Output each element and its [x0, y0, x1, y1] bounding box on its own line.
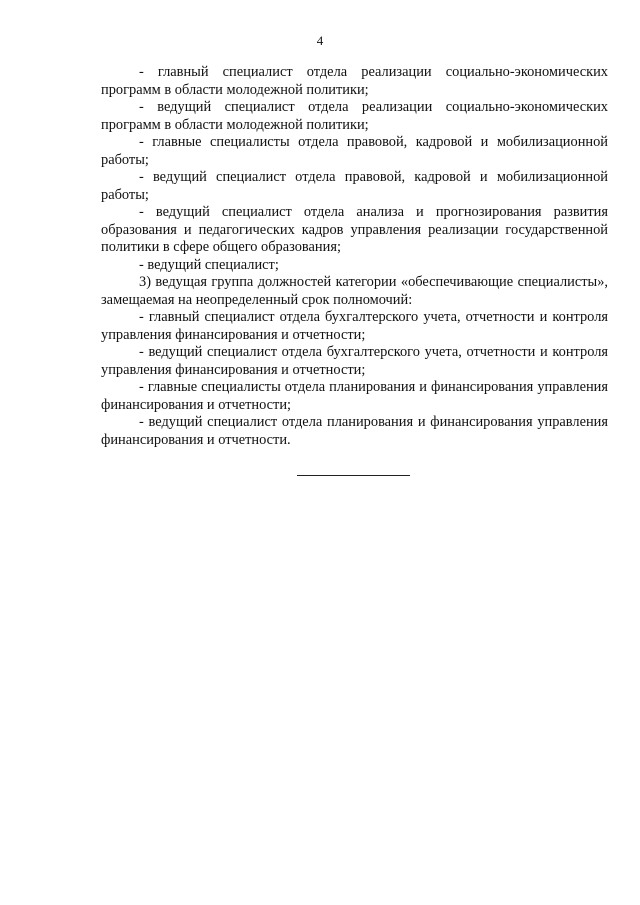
page-number: 4	[316, 33, 324, 48]
list-item: - главный специалист отдела реализации социально-экономических программ в области молодежной политики;	[101, 64, 608, 98]
list-item: - главные специалисты отдела правовой, кадровой и мобилизационной работы;	[101, 134, 608, 168]
list-item: - главные специалисты отдела планирования и финансирования управления финансирования и отчетности;	[101, 379, 608, 413]
document-body	[101, 64, 608, 449]
end-separator-line	[297, 475, 410, 476]
list-item: - ведущий специалист отдела правовой, кадровой и мобилизационной работы;	[101, 169, 608, 203]
list-item: - ведущий специалист;	[139, 256, 279, 273]
list-item: - ведущий специалист отдела анализа и прогнозирования развития образования и педагогических кадров управления реализации государственной политики в сфере общего образования;	[101, 204, 608, 255]
list-item: - ведущий специалист отдела планирования и финансирования управления финансирования и отчетности.	[101, 414, 608, 448]
list-item: - главный специалист отдела бухгалтерского учета, отчетности и контроля управления финансирования и отчетности;	[101, 309, 608, 343]
list-item: - ведущий специалист отдела реализации социально-экономических программ в области молодежной политики;	[101, 99, 608, 133]
section-item: 3) ведущая группа должностей категории «обеспечивающие специалисты», замещаемая на неопределенный срок полномочий:	[101, 274, 608, 308]
list-item: - ведущий специалист отдела бухгалтерского учета, отчетности и контроля управления финансирования и отчетности;	[101, 344, 608, 378]
